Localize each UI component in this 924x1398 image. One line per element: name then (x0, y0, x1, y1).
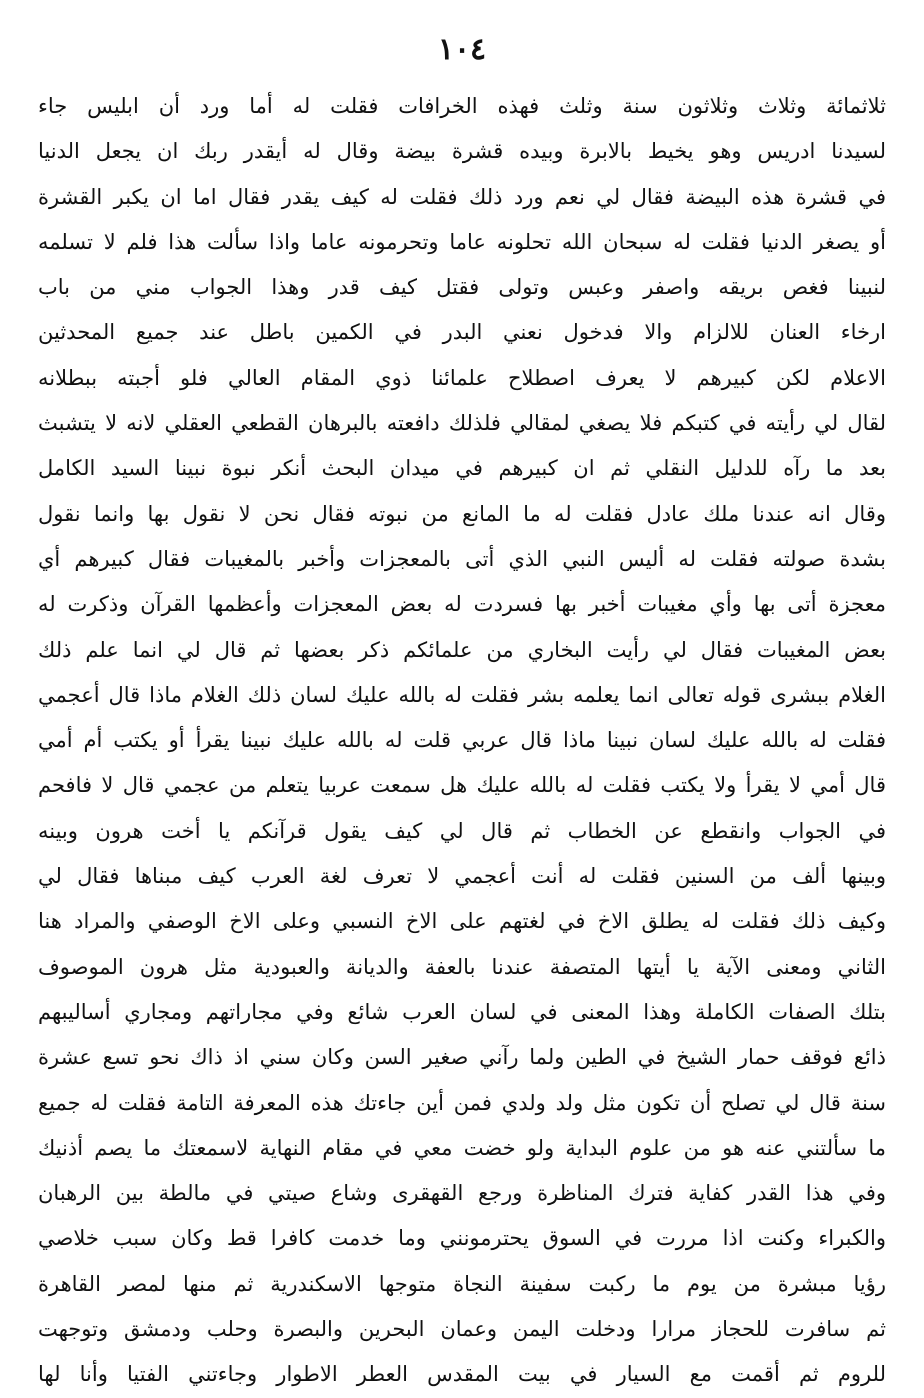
text-line: سنة قال لي تصلح أن تكون مثل ولد ولدي فمن أين جاءتك هذه المعرفة التامة فقلت له جميع (38, 1090, 886, 1115)
text-line: لقال لي رأيته في كتبكم فلا يصغي لمقالي فلذلك دافعته بالبرهان القطعي العقلي لانه لا يتشبث (38, 411, 886, 436)
text-line: رؤيا مبشرة من يوم ما ركبت سفينة النجاة متوجها الاسكندرية ثم منها لمصر القاهرة (38, 1271, 886, 1296)
text-line: وقال انه عندنا ملك عادل فقلت له ما المانع من نبوته فقال نحن لا نقول بها وانما نقول (38, 501, 886, 526)
text-line: بتلك الصفات الكاملة وهذا المعنى في لسان العرب شائع وفي مجاراتهم ومجاري أساليبهم (38, 999, 886, 1024)
text-line: بعد ما رآه للدليل النقلي ثم ان كبيرهم في ميدان البحث أنكر نبوة نبينا السيد الكامل (38, 456, 886, 481)
text-line: ذائع فوقف حمار الشيخ في الطين ولما رآني صغير السن وكان سني اذ ذاك نحو تسع عشرة (38, 1045, 886, 1070)
text-line: لسيدنا ادريس وهو يخيط بالابرة وبيده قشرة بيضة وقال له أيقدر ربك ان يجعل الدنيا (38, 139, 886, 164)
text-line: ثلاثمائة وثلاث وثلاثون سنة وثلث فهذه الخرافات فقلت له أما ورد أن ابليس جاء (38, 94, 886, 118)
text-line: في الجواب وانقطع عن الخطاب ثم قال لي كيف يقول قرآنكم يا أخت هرون وبينه (38, 818, 886, 843)
text-line: بشدة صولته فقلت له أليس النبي الذي أتى بالمعجزات وأخبر بالمغيبات فقال كبيرهم أي (38, 546, 886, 571)
text-line: وفي هذا القدر كفاية فترك المناظرة ورجع القهقرى وشاع صيتي في مالطة بين الرهبان (38, 1181, 886, 1206)
text-line: أو يصغر الدنيا فقلت له سبحان الله تحلونه عاما وتحرمونه عاما واذا سألت هذا فلم لا تسلمه (38, 229, 886, 254)
text-line: وكيف ذلك فقلت له يطلق الاخ في لغتهم على الاخ النسبي وعلى الاخ الوصفي والمراد هنا (38, 909, 886, 934)
body-text (38, 84, 886, 1398)
page-number: ١٠٤ (437, 32, 487, 67)
text-line: والكبراء وكنت اذا مررت في السوق يحترمونني وما خدمت كافرا قط وكان سبب خلاصي (38, 1226, 886, 1251)
text-line: فقلت له بالله عليك لسان نبينا ماذا قال عربي قلت له بالله عليك نبينا يقرأ أو يكتب أم أمي (38, 728, 886, 753)
text-line: ثم سافرت للحجاز مرارا ودخلت اليمن وعمان البحرين والبصرة وحلب ودمشق وتوجهت (38, 1317, 886, 1342)
text-line: في قشرة هذه البيضة فقال لي نعم ورد ذلك فقلت له كيف يقدر فقال اما ان يكبر القشرة (38, 184, 886, 209)
text-line: الغلام ببشرى قوله تعالى انما يعلمه بشر فقلت له بالله عليك لسان ذلك الغلام ماذا قال أعجمي (38, 682, 886, 707)
text-line: معجزة أتى بها وأي مغيبات أخبر بها فسردت له بعض المعجزات وأعظمها القرآن وذكرت له (38, 592, 886, 617)
text-line: قال أمي لا يقرأ ولا يكتب فقلت له بالله عليك هل سمعت عربيا يتعلم من عجمي قال لا فافحم (38, 773, 886, 798)
text-line: الثاني ومعنى الآية يا أيتها المتصفة عندنا بالعفة والديانة والعبودية مثل هرون الموصوف (38, 954, 886, 979)
text-line: وبينها ألف من السنين فقلت له أنت أعجمي لا تعرف لغة العرب كيف مبناها فقال لي (38, 864, 886, 889)
text-line: الاعلام لكن كبيرهم لا يعرف اصطلاح علمائنا ذوي المقام العالي فلو أجبته ببطلانه (38, 365, 886, 390)
text-line: ارخاء العنان للالزام والا فدخول نعني البدر في الكمين باطل عند جميع المحدثين (38, 320, 886, 345)
text-line: للروم ثم أقمت مع السيار في بيت المقدس العطر الاطوار وجاءتني الفتيا وأنا لها (38, 1362, 886, 1387)
text-line: ما سألتني عنه هو من علوم البداية ولو خضت معي في مقام النهاية لاسمعتك ما يصم أذنيك (38, 1135, 886, 1160)
text-line: لنبينا فغص بريقه واصفر وعبس وتولى فقتل كيف قدر وهذا الجواب مني من باب (38, 275, 886, 300)
text-line: بعض المغيبات فقال لي رأيت البخاري من علمائكم ذكر بعضها ثم قال لي انما علم ذلك (38, 637, 886, 662)
